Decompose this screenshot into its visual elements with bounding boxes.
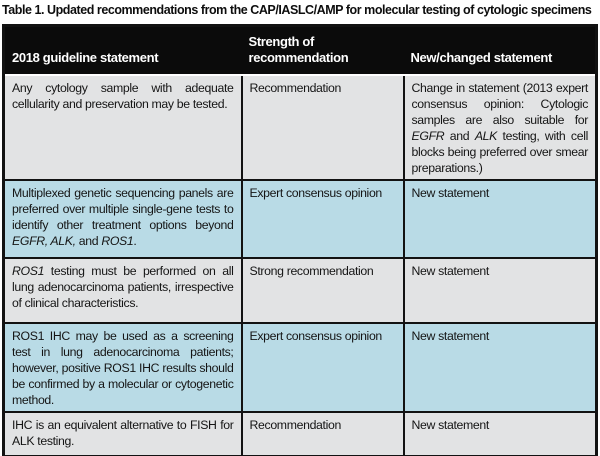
cell-statement: IHC is an equivalent alternative to FISH for ALK testing. <box>4 412 242 456</box>
cell-statement: Multiplexed genetic sequencing panels are preferred over multiple single-gene tests to identify other treatment options beyond EGFR, ALK, and ROS1. <box>4 180 242 258</box>
table-row <box>4 75 597 180</box>
table-row <box>4 180 597 258</box>
table-row <box>4 323 597 412</box>
cell-statement: Any cytology sample with adequate cellularity and preservation may be tested. <box>4 75 242 180</box>
cell-new-changed: New statement <box>404 412 597 456</box>
cell-new-changed: New statement <box>404 180 597 258</box>
cell-strength: Expert consensus opinion <box>242 323 404 412</box>
cell-strength: Recommendation <box>242 412 404 456</box>
guidelines-table <box>2 24 598 456</box>
header-new-changed-statement: New/changed statement <box>404 26 597 75</box>
cell-strength: Expert consensus opinion <box>242 180 404 258</box>
cell-statement: ROS1 IHC may be used as a screening test in lung adenocarcinoma patients; however, positive ROS1 IHC results should be confirmed by a molecular or cytogenetic method. <box>4 323 242 412</box>
cell-new-changed: New statement <box>404 323 597 412</box>
header-strength-of-recommendation: Strength of recommendation <box>242 26 404 75</box>
cell-new-changed: New statement <box>404 258 597 323</box>
cell-strength: Strong recommendation <box>242 258 404 323</box>
table-row <box>4 412 597 456</box>
header-guideline-statement: 2018 guideline statement <box>4 26 242 75</box>
cell-statement: ROS1 testing must be performed on all lung adenocarcinoma patients, irrespective of clinical characteristics. <box>4 258 242 323</box>
cell-strength: Recommendation <box>242 75 404 180</box>
cell-new-changed: Change in statement (2013 expert consensus opinion: Cytologic samples are also suitable for EGFR and ALK testing, with cell blocks being preferred over smear preparations.) <box>404 75 597 180</box>
table-title: Table 1. Updated recommendations from the CAP/IASLC/AMP for molecular testing of cytologic specimens <box>2 3 592 17</box>
header-row <box>4 26 597 75</box>
table-row <box>4 258 597 323</box>
